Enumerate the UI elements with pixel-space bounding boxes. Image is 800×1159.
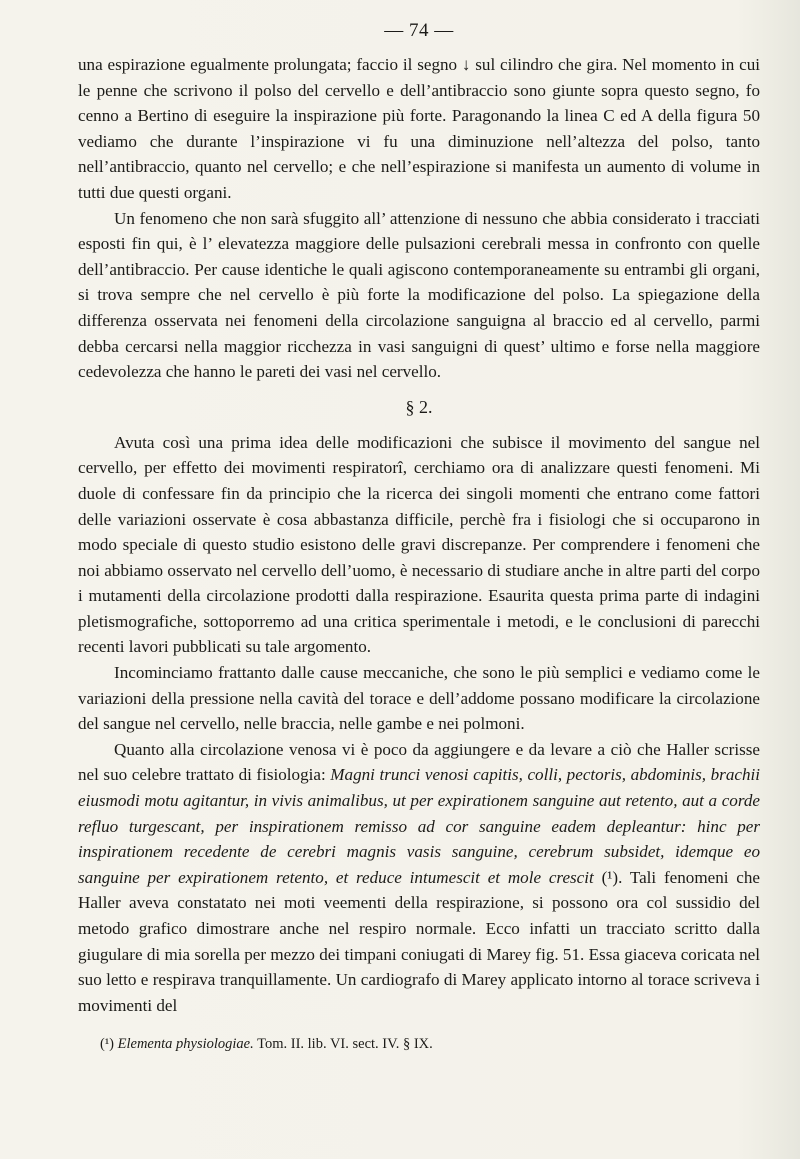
paragraph-3: Avuta così una prima idea delle modificazioni che subisce il movimento del sangue nel cervello, per effetto dei movimenti respiratorî, cerchiamo ora di analizzare questi fenomeni. Mi duole di confessare fin da principio che la ricerca dei singoli momenti che entrano come fattori delle variazioni osservate è cosa abbastanza difficile, perchè fra i fisiologi che si occuparono in modo speciale di questo studio esistono delle gravi discrepanze. Per comprendere i fenomeni che noi abbiamo osservato nel cervello dell’uomo, è necessario di studiare anche in altre parti del corpo i mutamenti della circolazione prodotti dalla respirazione. Esaurita questa prima parte di indagini pletismografiche, sottoporremo ad una critica sperimentale i metodi, e le conclusioni di parecchi recenti lavori pubblicati su tale argomento.	[78, 432, 760, 657]
paragraph-5-intro: Quanto alla circolazione venosa vi è poco da aggiungere e da levare a ciò che Haller scrisse nel suo celebre trattato di fisiologia:	[78, 739, 760, 785]
section-heading: § 2.	[405, 396, 433, 417]
paragraph-1: una espirazione egualmente prolungata; faccio il segno ↓ sul cilindro che gira. Nel momento in cui le penne che scrivono il polso del cervello e dell’antibraccio sono giunte sopra questo segno, fo cenno a Bertino di eseguire la inspirazione più forte. Paragonando la linea C ed A della figura 50 vediamo che durante l’inspirazione vi fu una diminuzione nell’altezza del polso, tanto nell’antibraccio, quanto nel cervello; e che nell’espirazione si manifesta un aumento di volume in tutti due questi organi.	[78, 55, 760, 202]
paragraph-5	[78, 737, 760, 1019]
paragraph-5-continuation: Tali fenomeni che Haller aveva constatato nei moti veementi della respirazione, si possono ora col sussidio del metodo grafico dimostrare anche nel respiro normale. Ecco infatti un tracciato scritto dalla giugulare di mia sorella per mezzo dei timpani coniugati di Marey fig. 51. Essa giaceva coricata nel suo letto e respirava tranquillamente. Un cardiografo di Marey applicato intorno al torace scriveva i movimenti del	[78, 867, 761, 1015]
footnote-title: Elementa physiologiae.	[117, 1036, 254, 1053]
paragraph-2: Un fenomeno che non sarà sfuggito all’ attenzione di nessuno che abbia considerato i tracciati esposti fin qui, è l’ elevatezza maggiore delle pulsazioni cerebrali messa in confronto con quelle dell’antibraccio. Per cause identiche le quali agiscono contemporaneamente su entrambi gli organi, si trova sempre che nel cervello è più forte la modificazione del polso. La spiegazione della differenza osservata nei fenomeni della circolazione sanguigna al braccio ed al cervello, parmi debba cercarsi nella maggior ricchezza in vasi sanguigni di quest’ ultimo e forse nella maggiore cedevolezza che hanno le pareti dei vasi nel cervello.	[78, 208, 760, 382]
footnote-reference-text: Tom. II. lib. VI. sect. IV. § IX.	[253, 1036, 433, 1053]
haller-quote: Magni trunci venosi capitis, colli, pectoris, abdominis, brachii eiusmodi motu agitantur, in vivis animalibus, ut per expirationem sanguine aut retento, aut a corde refluo turgescant, per inspirationem remisso ad cor sanguine eadem depleantur: hinc per inspirationem recedente de cerebri magnis vasis sanguine, cerebrum subsidet, idemque eo sanguine per expirationem retento, et reduce intumescit et mole crescit	[78, 765, 761, 887]
footnote-reference: (¹).	[593, 867, 630, 887]
footnote-marker: (¹)	[100, 1036, 115, 1053]
footnote	[78, 1036, 760, 1053]
paragraph-4: Incominciamo frattanto dalle cause meccaniche, che sono le più semplici e vediamo come le variazioni della pressione nella cavità del torace e dell’addome possano modificare la circolazione del sangue nel cervello, nelle braccia, nelle gambe e nei polmoni.	[78, 663, 760, 734]
page-number: — 74 —	[384, 20, 454, 41]
